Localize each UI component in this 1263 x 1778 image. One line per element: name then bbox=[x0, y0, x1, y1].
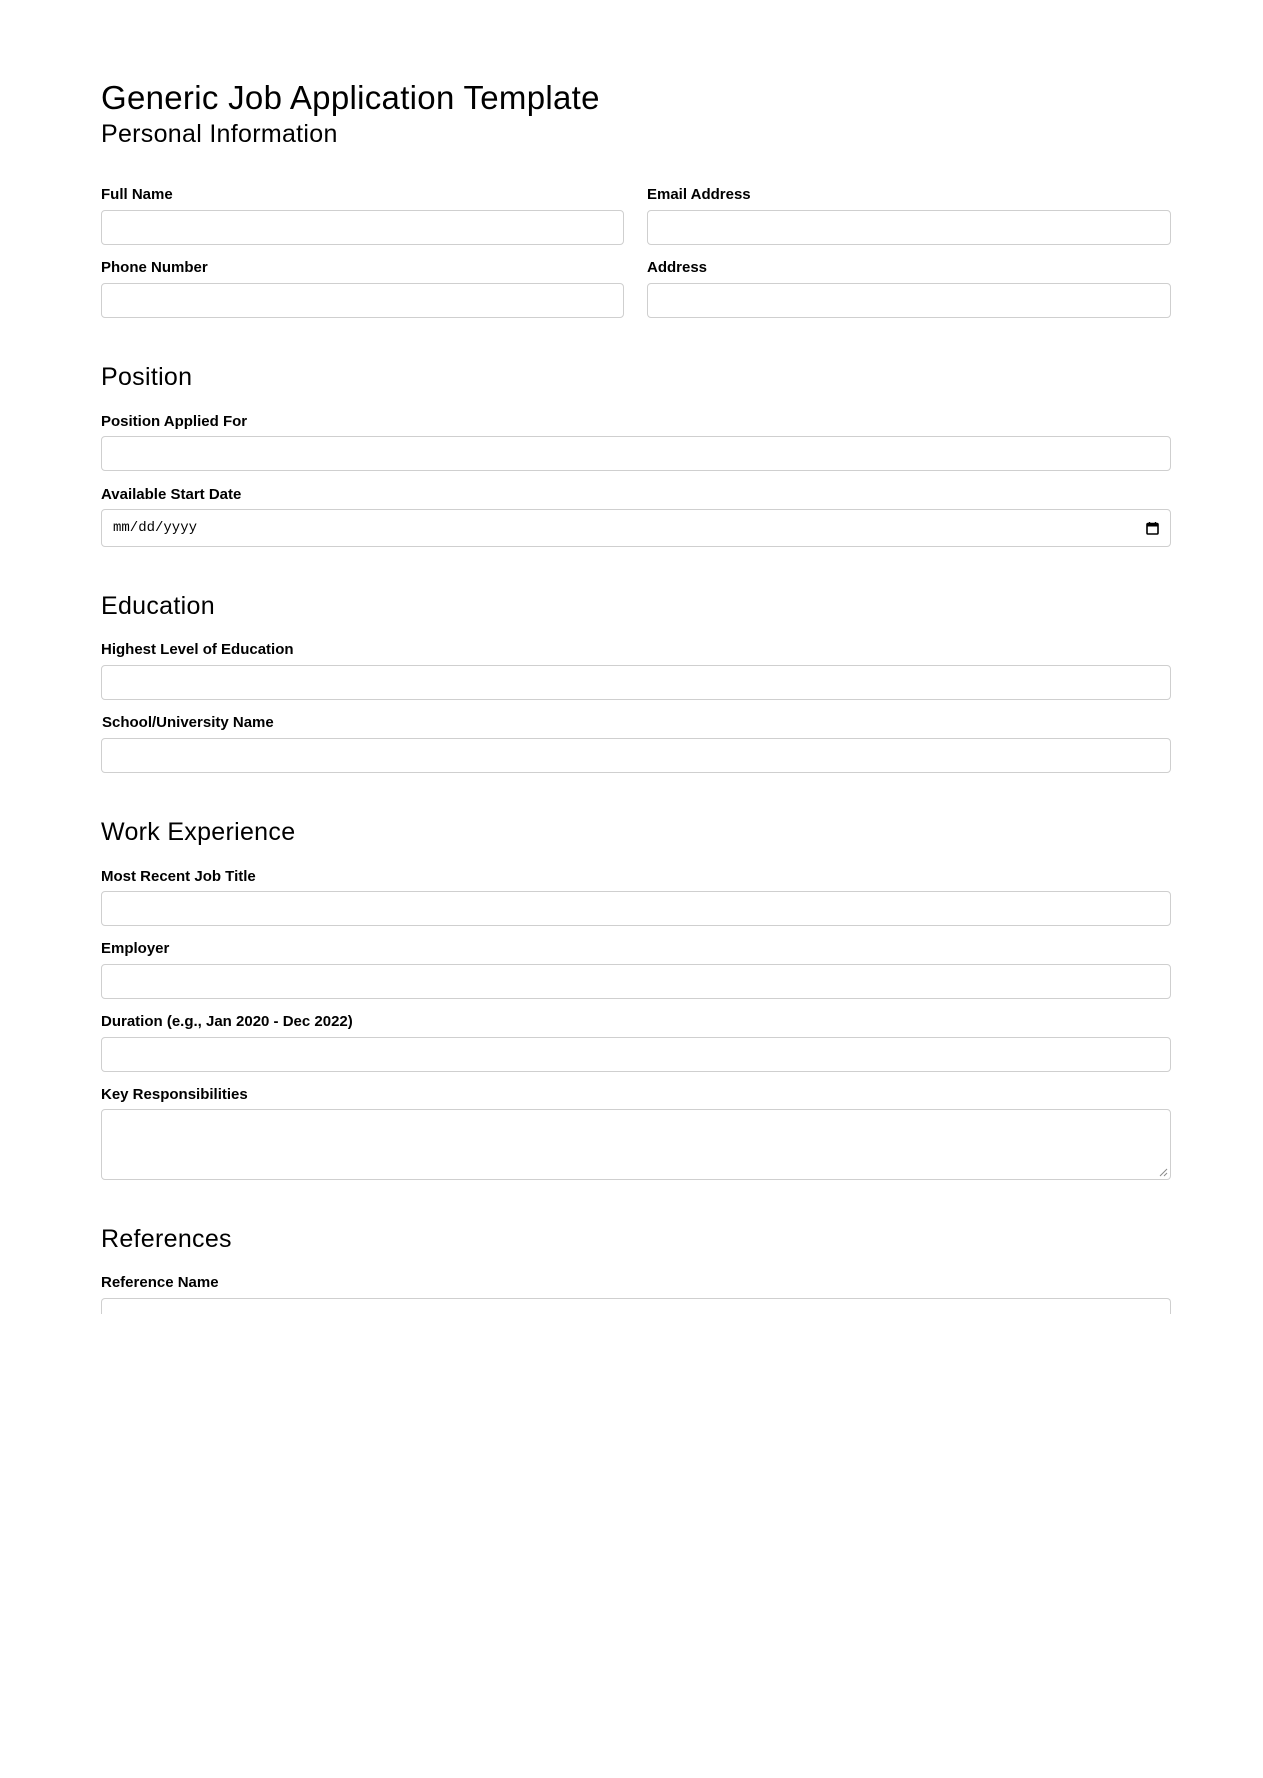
form-title: Generic Job Application Template bbox=[101, 79, 600, 116]
section-heading-education: Education bbox=[101, 592, 215, 620]
full-name-label: Full Name bbox=[101, 186, 173, 203]
position-applied-for-input[interactable] bbox=[101, 436, 1171, 471]
section-heading-position: Position bbox=[101, 363, 193, 391]
full-name-input[interactable] bbox=[101, 210, 624, 245]
date-placeholder: mm/dd/yyyy bbox=[113, 520, 198, 536]
email-address-label: Email Address bbox=[647, 186, 751, 203]
address-label: Address bbox=[647, 259, 708, 276]
most-recent-job-title-input[interactable] bbox=[101, 891, 1171, 926]
phone-number-input[interactable] bbox=[101, 283, 624, 318]
section-heading-work-experience: Work Experience bbox=[101, 818, 296, 846]
employer-input[interactable] bbox=[101, 964, 1171, 999]
school-university-name-input[interactable] bbox=[101, 738, 1171, 773]
key-responsibilities-label: Key Responsibilities bbox=[101, 1086, 248, 1103]
employer-label: Employer bbox=[101, 940, 170, 957]
calendar-icon[interactable] bbox=[1145, 521, 1160, 536]
section-heading-personal-information: Personal Information bbox=[101, 120, 338, 148]
address-input[interactable] bbox=[647, 283, 1171, 318]
email-address-input[interactable] bbox=[647, 210, 1171, 245]
section-heading-references: References bbox=[101, 1225, 232, 1253]
most-recent-job-title-label: Most Recent Job Title bbox=[101, 868, 256, 885]
available-start-date-label: Available Start Date bbox=[101, 486, 242, 503]
school-university-name-label: School/University Name bbox=[102, 714, 274, 731]
available-start-date-input[interactable] bbox=[101, 509, 1171, 547]
reference-name-label: Reference Name bbox=[101, 1274, 219, 1291]
position-applied-for-label: Position Applied For bbox=[101, 413, 248, 430]
duration-input[interactable] bbox=[101, 1037, 1171, 1072]
resize-grip-icon[interactable] bbox=[1159, 1168, 1168, 1177]
key-responsibilities-textarea[interactable] bbox=[101, 1109, 1171, 1180]
highest-level-of-education-input[interactable] bbox=[101, 665, 1171, 700]
highest-level-of-education-label: Highest Level of Education bbox=[101, 641, 294, 658]
reference-name-input[interactable] bbox=[101, 1298, 1171, 1314]
duration-label: Duration (e.g., Jan 2020 - Dec 2022) bbox=[101, 1013, 353, 1030]
phone-number-label: Phone Number bbox=[101, 259, 208, 276]
